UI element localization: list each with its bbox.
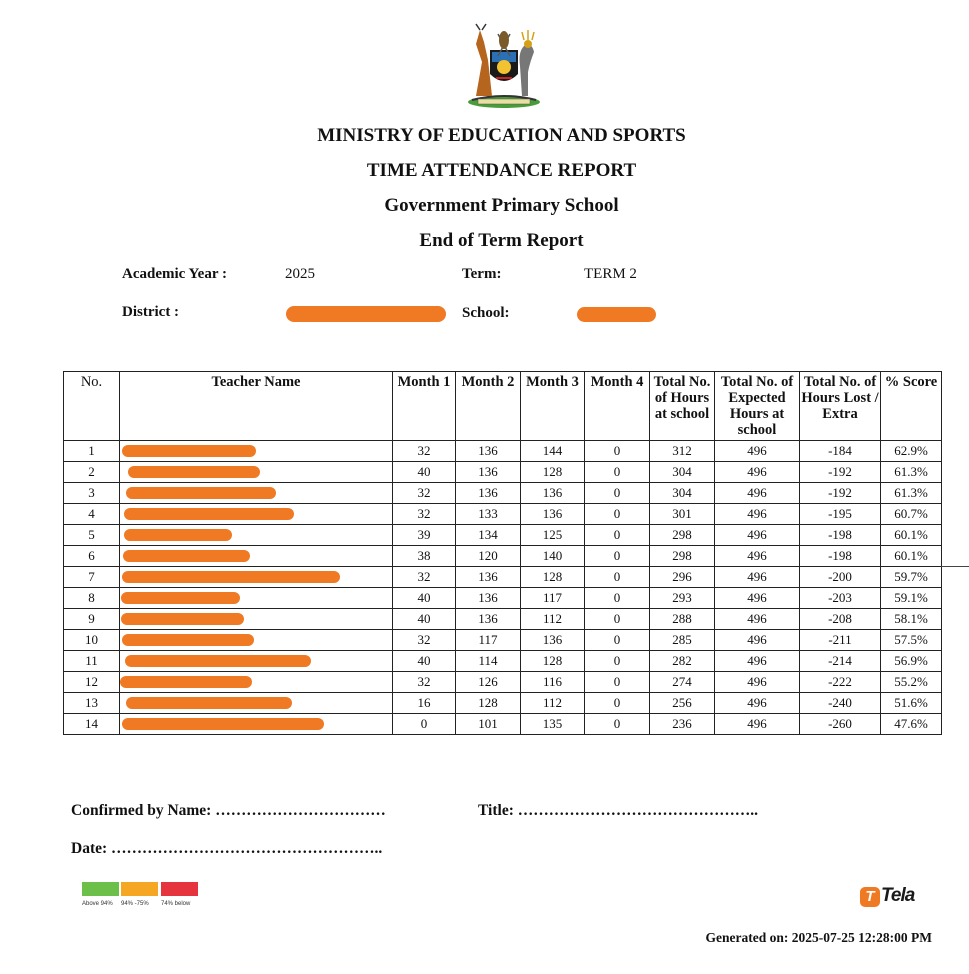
col-header-month-3: Month 3 bbox=[521, 372, 585, 441]
cell-month-1: 40 bbox=[393, 651, 456, 672]
cell-month-2: 136 bbox=[456, 462, 521, 483]
cell-score: 60.1% bbox=[881, 546, 942, 567]
cell-score: 60.7% bbox=[881, 504, 942, 525]
teacher-name-redaction bbox=[128, 466, 260, 478]
district-label: District : bbox=[122, 304, 180, 320]
table-row bbox=[64, 462, 942, 483]
cell-month-1: 40 bbox=[393, 462, 456, 483]
cell-expected-hours: 496 bbox=[715, 546, 800, 567]
cell-month-1: 32 bbox=[393, 504, 456, 525]
cell-no: 5 bbox=[64, 525, 120, 546]
cell-month-1: 16 bbox=[393, 693, 456, 714]
cell-total-hours: 274 bbox=[650, 672, 715, 693]
cell-expected-hours: 496 bbox=[715, 651, 800, 672]
cell-teacher-name bbox=[120, 693, 393, 714]
cell-month-4: 0 bbox=[585, 693, 650, 714]
cell-month-3: 125 bbox=[521, 525, 585, 546]
cell-month-1: 32 bbox=[393, 630, 456, 651]
teacher-name-redaction bbox=[122, 718, 324, 730]
col-header-no: No. bbox=[64, 372, 120, 441]
cell-expected-hours: 496 bbox=[715, 483, 800, 504]
table-row bbox=[64, 609, 942, 630]
cell-teacher-name bbox=[120, 714, 393, 735]
cell-month-1: 40 bbox=[393, 588, 456, 609]
cell-score: 59.1% bbox=[881, 588, 942, 609]
teacher-name-redaction bbox=[121, 592, 240, 604]
col-header-total-hours: Total No. of Hours at school bbox=[650, 372, 715, 441]
cell-no: 6 bbox=[64, 546, 120, 567]
cell-teacher-name bbox=[120, 588, 393, 609]
district-redaction bbox=[286, 306, 446, 322]
legend-label-red: 74% below bbox=[161, 901, 191, 907]
table-row bbox=[64, 441, 942, 462]
col-header-month-4: Month 4 bbox=[585, 372, 650, 441]
teacher-name-redaction bbox=[124, 508, 294, 520]
cell-hours-lost: -192 bbox=[800, 462, 881, 483]
cell-expected-hours: 496 bbox=[715, 630, 800, 651]
teacher-name-redaction bbox=[122, 571, 340, 583]
cell-teacher-name bbox=[120, 672, 393, 693]
cell-total-hours: 236 bbox=[650, 714, 715, 735]
cell-expected-hours: 496 bbox=[715, 609, 800, 630]
cell-no: 10 bbox=[64, 630, 120, 651]
legend-swatch-green bbox=[82, 882, 119, 896]
cell-teacher-name bbox=[120, 609, 393, 630]
cell-month-2: 128 bbox=[456, 693, 521, 714]
cell-no: 3 bbox=[64, 483, 120, 504]
legend-label-green: Above 94% bbox=[82, 901, 113, 907]
col-header-teacher-name: Teacher Name bbox=[120, 372, 393, 441]
cell-no: 8 bbox=[64, 588, 120, 609]
title-field: Title: ……………………………………….. bbox=[478, 802, 758, 819]
cell-month-4: 0 bbox=[585, 630, 650, 651]
cell-total-hours: 312 bbox=[650, 441, 715, 462]
cell-month-3: 112 bbox=[521, 609, 585, 630]
teacher-name-redaction bbox=[126, 487, 276, 499]
table-row bbox=[64, 714, 942, 735]
cell-month-2: 120 bbox=[456, 546, 521, 567]
cell-month-3: 112 bbox=[521, 693, 585, 714]
cell-month-4: 0 bbox=[585, 483, 650, 504]
report-type: End of Term Report bbox=[419, 230, 584, 251]
generated-timestamp: Generated on: 2025-07-25 12:28:00 PM bbox=[705, 930, 932, 945]
cell-month-3: 128 bbox=[521, 567, 585, 588]
cell-total-hours: 288 bbox=[650, 609, 715, 630]
legend-swatch-red bbox=[161, 882, 198, 896]
cell-month-2: 114 bbox=[456, 651, 521, 672]
cell-teacher-name bbox=[120, 441, 393, 462]
cell-month-3: 144 bbox=[521, 441, 585, 462]
cell-month-3: 135 bbox=[521, 714, 585, 735]
cell-month-4: 0 bbox=[585, 525, 650, 546]
cell-teacher-name bbox=[120, 651, 393, 672]
cell-month-1: 0 bbox=[393, 714, 456, 735]
teacher-name-redaction bbox=[122, 634, 254, 646]
table-row bbox=[64, 483, 942, 504]
cell-month-3: 140 bbox=[521, 546, 585, 567]
cell-total-hours: 304 bbox=[650, 483, 715, 504]
table-row bbox=[64, 546, 942, 567]
cell-total-hours: 296 bbox=[650, 567, 715, 588]
cell-month-4: 0 bbox=[585, 567, 650, 588]
cell-month-1: 32 bbox=[393, 483, 456, 504]
cell-month-2: 101 bbox=[456, 714, 521, 735]
cell-no: 11 bbox=[64, 651, 120, 672]
cell-teacher-name bbox=[120, 504, 393, 525]
cell-month-2: 136 bbox=[456, 483, 521, 504]
col-header-expected-hours: Total No. of Expected Hours at school bbox=[715, 372, 800, 441]
cell-hours-lost: -184 bbox=[800, 441, 881, 462]
cell-score: 62.9% bbox=[881, 441, 942, 462]
table-row bbox=[64, 630, 942, 651]
cell-hours-lost: -208 bbox=[800, 609, 881, 630]
school-type: Government Primary School bbox=[384, 195, 619, 216]
table-header-row bbox=[64, 372, 942, 441]
cell-month-1: 32 bbox=[393, 567, 456, 588]
cell-month-4: 0 bbox=[585, 504, 650, 525]
cell-month-2: 136 bbox=[456, 609, 521, 630]
cell-score: 58.1% bbox=[881, 609, 942, 630]
cell-total-hours: 282 bbox=[650, 651, 715, 672]
cell-expected-hours: 496 bbox=[715, 714, 800, 735]
cell-month-4: 0 bbox=[585, 651, 650, 672]
cell-month-3: 136 bbox=[521, 483, 585, 504]
cell-month-1: 40 bbox=[393, 609, 456, 630]
academic-year-label: Academic Year : bbox=[122, 266, 227, 282]
coat-of-arms-emblem bbox=[462, 22, 546, 110]
cell-no: 4 bbox=[64, 504, 120, 525]
legend-label-orange: 94% -75% bbox=[121, 901, 149, 907]
tela-logo-icon: T bbox=[860, 887, 880, 907]
cell-teacher-name bbox=[120, 546, 393, 567]
cell-score: 59.7% bbox=[881, 567, 942, 588]
teacher-name-redaction bbox=[123, 550, 250, 562]
tela-logo-text: Tela bbox=[881, 885, 915, 906]
cell-teacher-name bbox=[120, 525, 393, 546]
col-header-month-2: Month 2 bbox=[456, 372, 521, 441]
cell-month-3: 128 bbox=[521, 651, 585, 672]
cell-expected-hours: 496 bbox=[715, 588, 800, 609]
col-header-score: % Score bbox=[881, 372, 942, 441]
cell-score: 47.6% bbox=[881, 714, 942, 735]
cell-month-4: 0 bbox=[585, 441, 650, 462]
cell-month-4: 0 bbox=[585, 609, 650, 630]
cell-month-3: 136 bbox=[521, 504, 585, 525]
cell-total-hours: 298 bbox=[650, 525, 715, 546]
report-title: TIME ATTENDANCE REPORT bbox=[366, 160, 637, 181]
ministry-title: MINISTRY OF EDUCATION AND SPORTS bbox=[317, 125, 686, 146]
cell-month-2: 136 bbox=[456, 588, 521, 609]
cell-score: 51.6% bbox=[881, 693, 942, 714]
cell-expected-hours: 496 bbox=[715, 672, 800, 693]
cell-expected-hours: 496 bbox=[715, 462, 800, 483]
legend-swatch-orange bbox=[121, 882, 158, 896]
cell-teacher-name bbox=[120, 483, 393, 504]
cell-month-1: 38 bbox=[393, 546, 456, 567]
cell-month-4: 0 bbox=[585, 714, 650, 735]
date-field: Date: …………………………………………….. bbox=[71, 840, 383, 857]
cell-expected-hours: 496 bbox=[715, 693, 800, 714]
cell-expected-hours: 496 bbox=[715, 504, 800, 525]
cell-teacher-name bbox=[120, 462, 393, 483]
school-label: School: bbox=[462, 305, 510, 321]
cell-total-hours: 301 bbox=[650, 504, 715, 525]
cell-month-3: 117 bbox=[521, 588, 585, 609]
cell-total-hours: 256 bbox=[650, 693, 715, 714]
cell-hours-lost: -203 bbox=[800, 588, 881, 609]
cell-month-2: 133 bbox=[456, 504, 521, 525]
cell-hours-lost: -260 bbox=[800, 714, 881, 735]
cell-total-hours: 285 bbox=[650, 630, 715, 651]
attendance-table bbox=[63, 371, 942, 735]
cell-month-1: 32 bbox=[393, 441, 456, 462]
cell-month-4: 0 bbox=[585, 462, 650, 483]
teacher-name-redaction bbox=[122, 445, 256, 457]
teacher-name-redaction bbox=[126, 697, 292, 709]
cell-no: 1 bbox=[64, 441, 120, 462]
cell-month-3: 128 bbox=[521, 462, 585, 483]
cell-month-4: 0 bbox=[585, 588, 650, 609]
cell-hours-lost: -211 bbox=[800, 630, 881, 651]
cell-month-1: 39 bbox=[393, 525, 456, 546]
cell-score: 57.5% bbox=[881, 630, 942, 651]
cell-month-4: 0 bbox=[585, 546, 650, 567]
cell-hours-lost: -198 bbox=[800, 525, 881, 546]
table-row bbox=[64, 504, 942, 525]
cell-total-hours: 304 bbox=[650, 462, 715, 483]
cell-no: 9 bbox=[64, 609, 120, 630]
cell-expected-hours: 496 bbox=[715, 525, 800, 546]
cell-month-2: 136 bbox=[456, 567, 521, 588]
school-redaction bbox=[577, 307, 656, 322]
cell-no: 2 bbox=[64, 462, 120, 483]
academic-year-value: 2025 bbox=[285, 266, 315, 282]
cell-hours-lost: -200 bbox=[800, 567, 881, 588]
term-value: TERM 2 bbox=[584, 266, 637, 282]
table-row bbox=[64, 651, 942, 672]
table-row bbox=[64, 567, 942, 588]
cell-month-1: 32 bbox=[393, 672, 456, 693]
cell-no: 12 bbox=[64, 672, 120, 693]
cell-no: 14 bbox=[64, 714, 120, 735]
tela-logo bbox=[860, 886, 922, 908]
term-label: Term: bbox=[462, 266, 502, 282]
cell-score: 61.3% bbox=[881, 462, 942, 483]
cell-hours-lost: -198 bbox=[800, 546, 881, 567]
cell-month-3: 116 bbox=[521, 672, 585, 693]
table-row bbox=[64, 525, 942, 546]
edge-line bbox=[941, 566, 969, 567]
cell-month-2: 126 bbox=[456, 672, 521, 693]
cell-hours-lost: -195 bbox=[800, 504, 881, 525]
cell-month-2: 117 bbox=[456, 630, 521, 651]
cell-teacher-name bbox=[120, 630, 393, 651]
cell-hours-lost: -222 bbox=[800, 672, 881, 693]
teacher-name-redaction bbox=[124, 529, 232, 541]
table-row bbox=[64, 693, 942, 714]
col-header-month-1: Month 1 bbox=[393, 372, 456, 441]
cell-expected-hours: 496 bbox=[715, 441, 800, 462]
cell-teacher-name bbox=[120, 567, 393, 588]
table-row bbox=[64, 588, 942, 609]
cell-score: 56.9% bbox=[881, 651, 942, 672]
cell-hours-lost: -240 bbox=[800, 693, 881, 714]
confirmed-by-field: Confirmed by Name: …………………………… bbox=[71, 802, 386, 819]
cell-hours-lost: -214 bbox=[800, 651, 881, 672]
cell-total-hours: 293 bbox=[650, 588, 715, 609]
cell-no: 7 bbox=[64, 567, 120, 588]
cell-month-4: 0 bbox=[585, 672, 650, 693]
cell-month-3: 136 bbox=[521, 630, 585, 651]
cell-month-2: 134 bbox=[456, 525, 521, 546]
cell-expected-hours: 496 bbox=[715, 567, 800, 588]
cell-score: 61.3% bbox=[881, 483, 942, 504]
cell-score: 55.2% bbox=[881, 672, 942, 693]
cell-hours-lost: -192 bbox=[800, 483, 881, 504]
table-row bbox=[64, 672, 942, 693]
cell-no: 13 bbox=[64, 693, 120, 714]
teacher-name-redaction bbox=[120, 676, 252, 688]
cell-score: 60.1% bbox=[881, 525, 942, 546]
teacher-name-redaction bbox=[125, 655, 311, 667]
teacher-name-redaction bbox=[121, 613, 244, 625]
cell-total-hours: 298 bbox=[650, 546, 715, 567]
cell-month-2: 136 bbox=[456, 441, 521, 462]
col-header-hours-lost: Total No. of Hours Lost / Extra bbox=[800, 372, 881, 441]
